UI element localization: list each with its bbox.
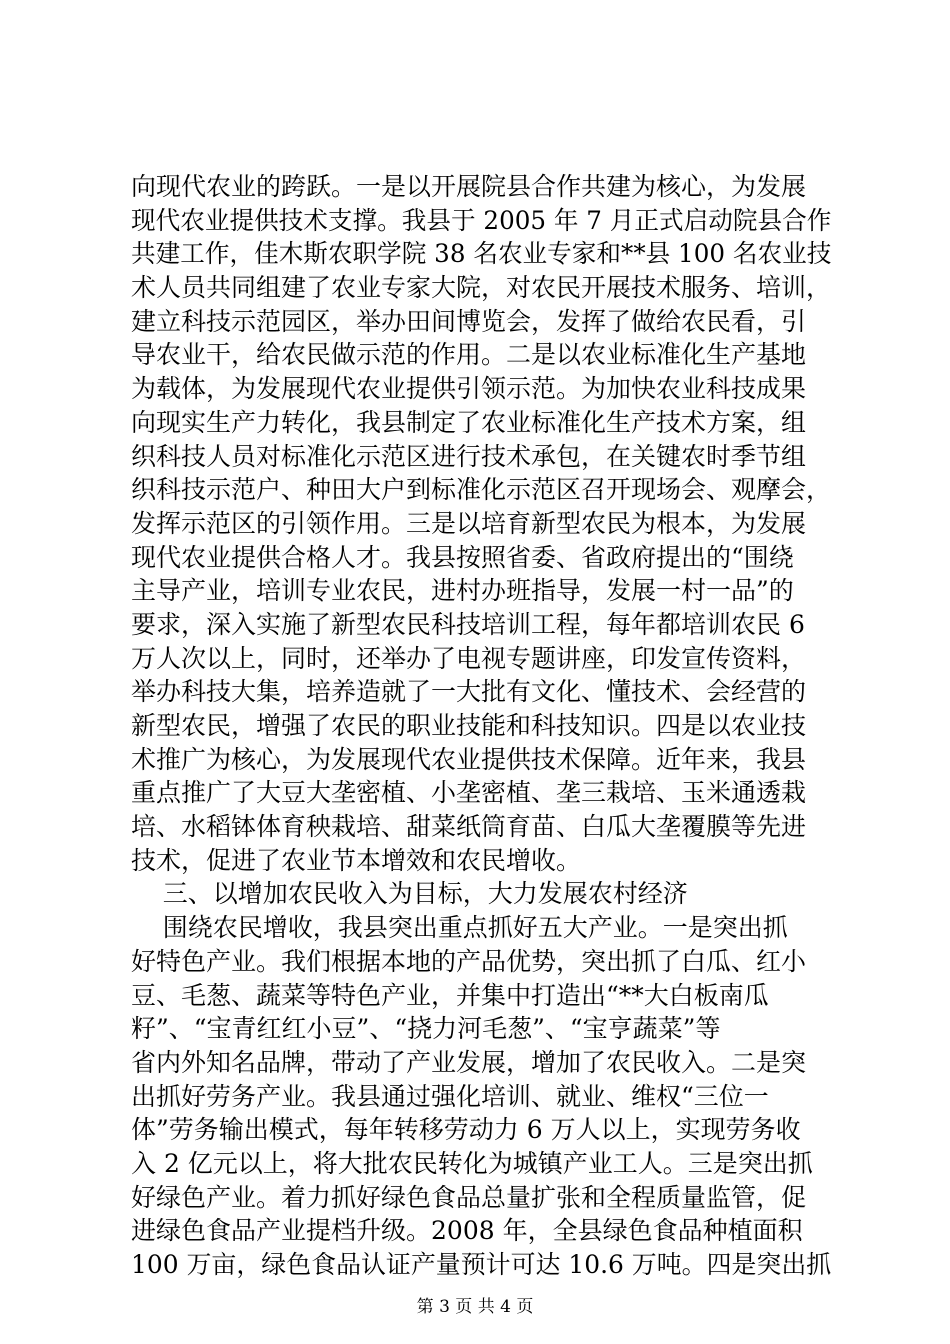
- text-line: 出抓好劳务产业。我县通过强化培训、就业、维权“三位一: [131, 1081, 769, 1111]
- text-line: 现代农业提供技术支撑。我县于 2005 年 7 月正式启动院县合作: [131, 205, 832, 235]
- text-line: 术推广为核心，为发展现代农业提供技术保障。近年来，我县: [131, 744, 807, 774]
- text-line: 发挥示范区的引领作用。三是以培育新型农民为根本，为发展: [131, 508, 807, 538]
- text-line: 好特色产业。我们根据本地的产品优势，突出抓了白瓜、红小: [131, 946, 807, 976]
- text-line: 籽”、“宝青红红小豆”、“挠力河毛葱”、“宝亨蔬菜”等: [131, 1014, 721, 1044]
- text-line: 新型农民，增强了农民的职业技能和科技知识。四是以农业技: [131, 711, 807, 740]
- text-line: 织科技示范户、种田大户到标准化示范区召开现场会、观摩会，: [131, 475, 832, 505]
- text-line: 现代农业提供合格人才。我县按照省委、省政府提出的“围绕: [131, 542, 794, 572]
- text-line: 主导产业，培训专业农民，进村办班指导，发展一村一品”的: [131, 576, 794, 606]
- text-line: 向现代农业的跨跃。一是以开展院县合作共建为核心，为发展: [131, 172, 807, 201]
- text-line: 术人员共同组建了农业专家大院，对农民开展技术服务、培训，: [131, 273, 832, 303]
- text-line: 要求，深入实施了新型农民科技培训工程，每年都培训农民 6: [131, 609, 805, 639]
- body-text: [131, 170, 831, 1282]
- text-line: 围绕农民增收，我县突出重点抓好五大产业。一是突出抓: [131, 913, 788, 943]
- text-line: 省内外知名品牌，带动了产业发展，增加了农民收入。二是突: [131, 1047, 807, 1077]
- text-line: 体”劳务输出模式，每年转移劳动力 6 万人以上，实现劳务收: [131, 1115, 801, 1145]
- text-line: 举办科技大集，培养造就了一大批有文化、懂技术、会经营的: [131, 677, 807, 707]
- page-footer: 第 3 页 共 4 页: [416, 1297, 534, 1317]
- text-line: 三、以增加农民收入为目标，大力发展农村经济: [131, 879, 688, 909]
- text-line: 建立科技示范园区，举办田间博览会，发挥了做给农民看，引: [131, 306, 807, 336]
- text-line: 万人次以上，同时，还举办了电视专题讲座，印发宣传资料，: [131, 643, 807, 673]
- text-line: 好绿色产业。着力抓好绿色食品总量扩张和全程质量监管，促: [131, 1182, 807, 1212]
- text-line: 进绿色食品产业提档升级。2008 年，全县绿色食品种植面积: [131, 1216, 803, 1246]
- text-line: 技术，促进了农业节本增效和农民增收。: [131, 845, 582, 875]
- text-line: 豆、毛葱、蔬菜等特色产业，并集中打造出“**大白板南瓜: [131, 980, 769, 1010]
- text-line: 100 万亩，绿色食品认证产量预计可达 10.6 万吨。四是突出抓: [131, 1250, 832, 1279]
- text-line: 入 2 亿元以上，将大批农民转化为城镇产业工人。三是突出抓: [131, 1148, 813, 1178]
- text-line: 织科技人员对标准化示范区进行技术承包，在关键农时季节组: [131, 441, 807, 471]
- text-line: 导农业干，给农民做示范的作用。二是以农业标准化生产基地: [131, 340, 807, 370]
- text-line: 为载体，为发展现代农业提供引领示范。为加快农业科技成果: [131, 374, 807, 404]
- text-line: 向现实生产力转化，我县制定了农业标准化生产技术方案，组: [131, 407, 807, 437]
- text-line: 培、水稻钵体育秧栽培、甜菜纸筒育苗、白瓜大垄覆膜等先进: [131, 812, 807, 842]
- text-line: 重点推广了大豆大垄密植、小垄密植、垄三栽培、玉米通透栽: [131, 778, 807, 808]
- text-line: 共建工作，佳木斯农职学院 38 名农业专家和**县 100 名农业技: [131, 239, 832, 269]
